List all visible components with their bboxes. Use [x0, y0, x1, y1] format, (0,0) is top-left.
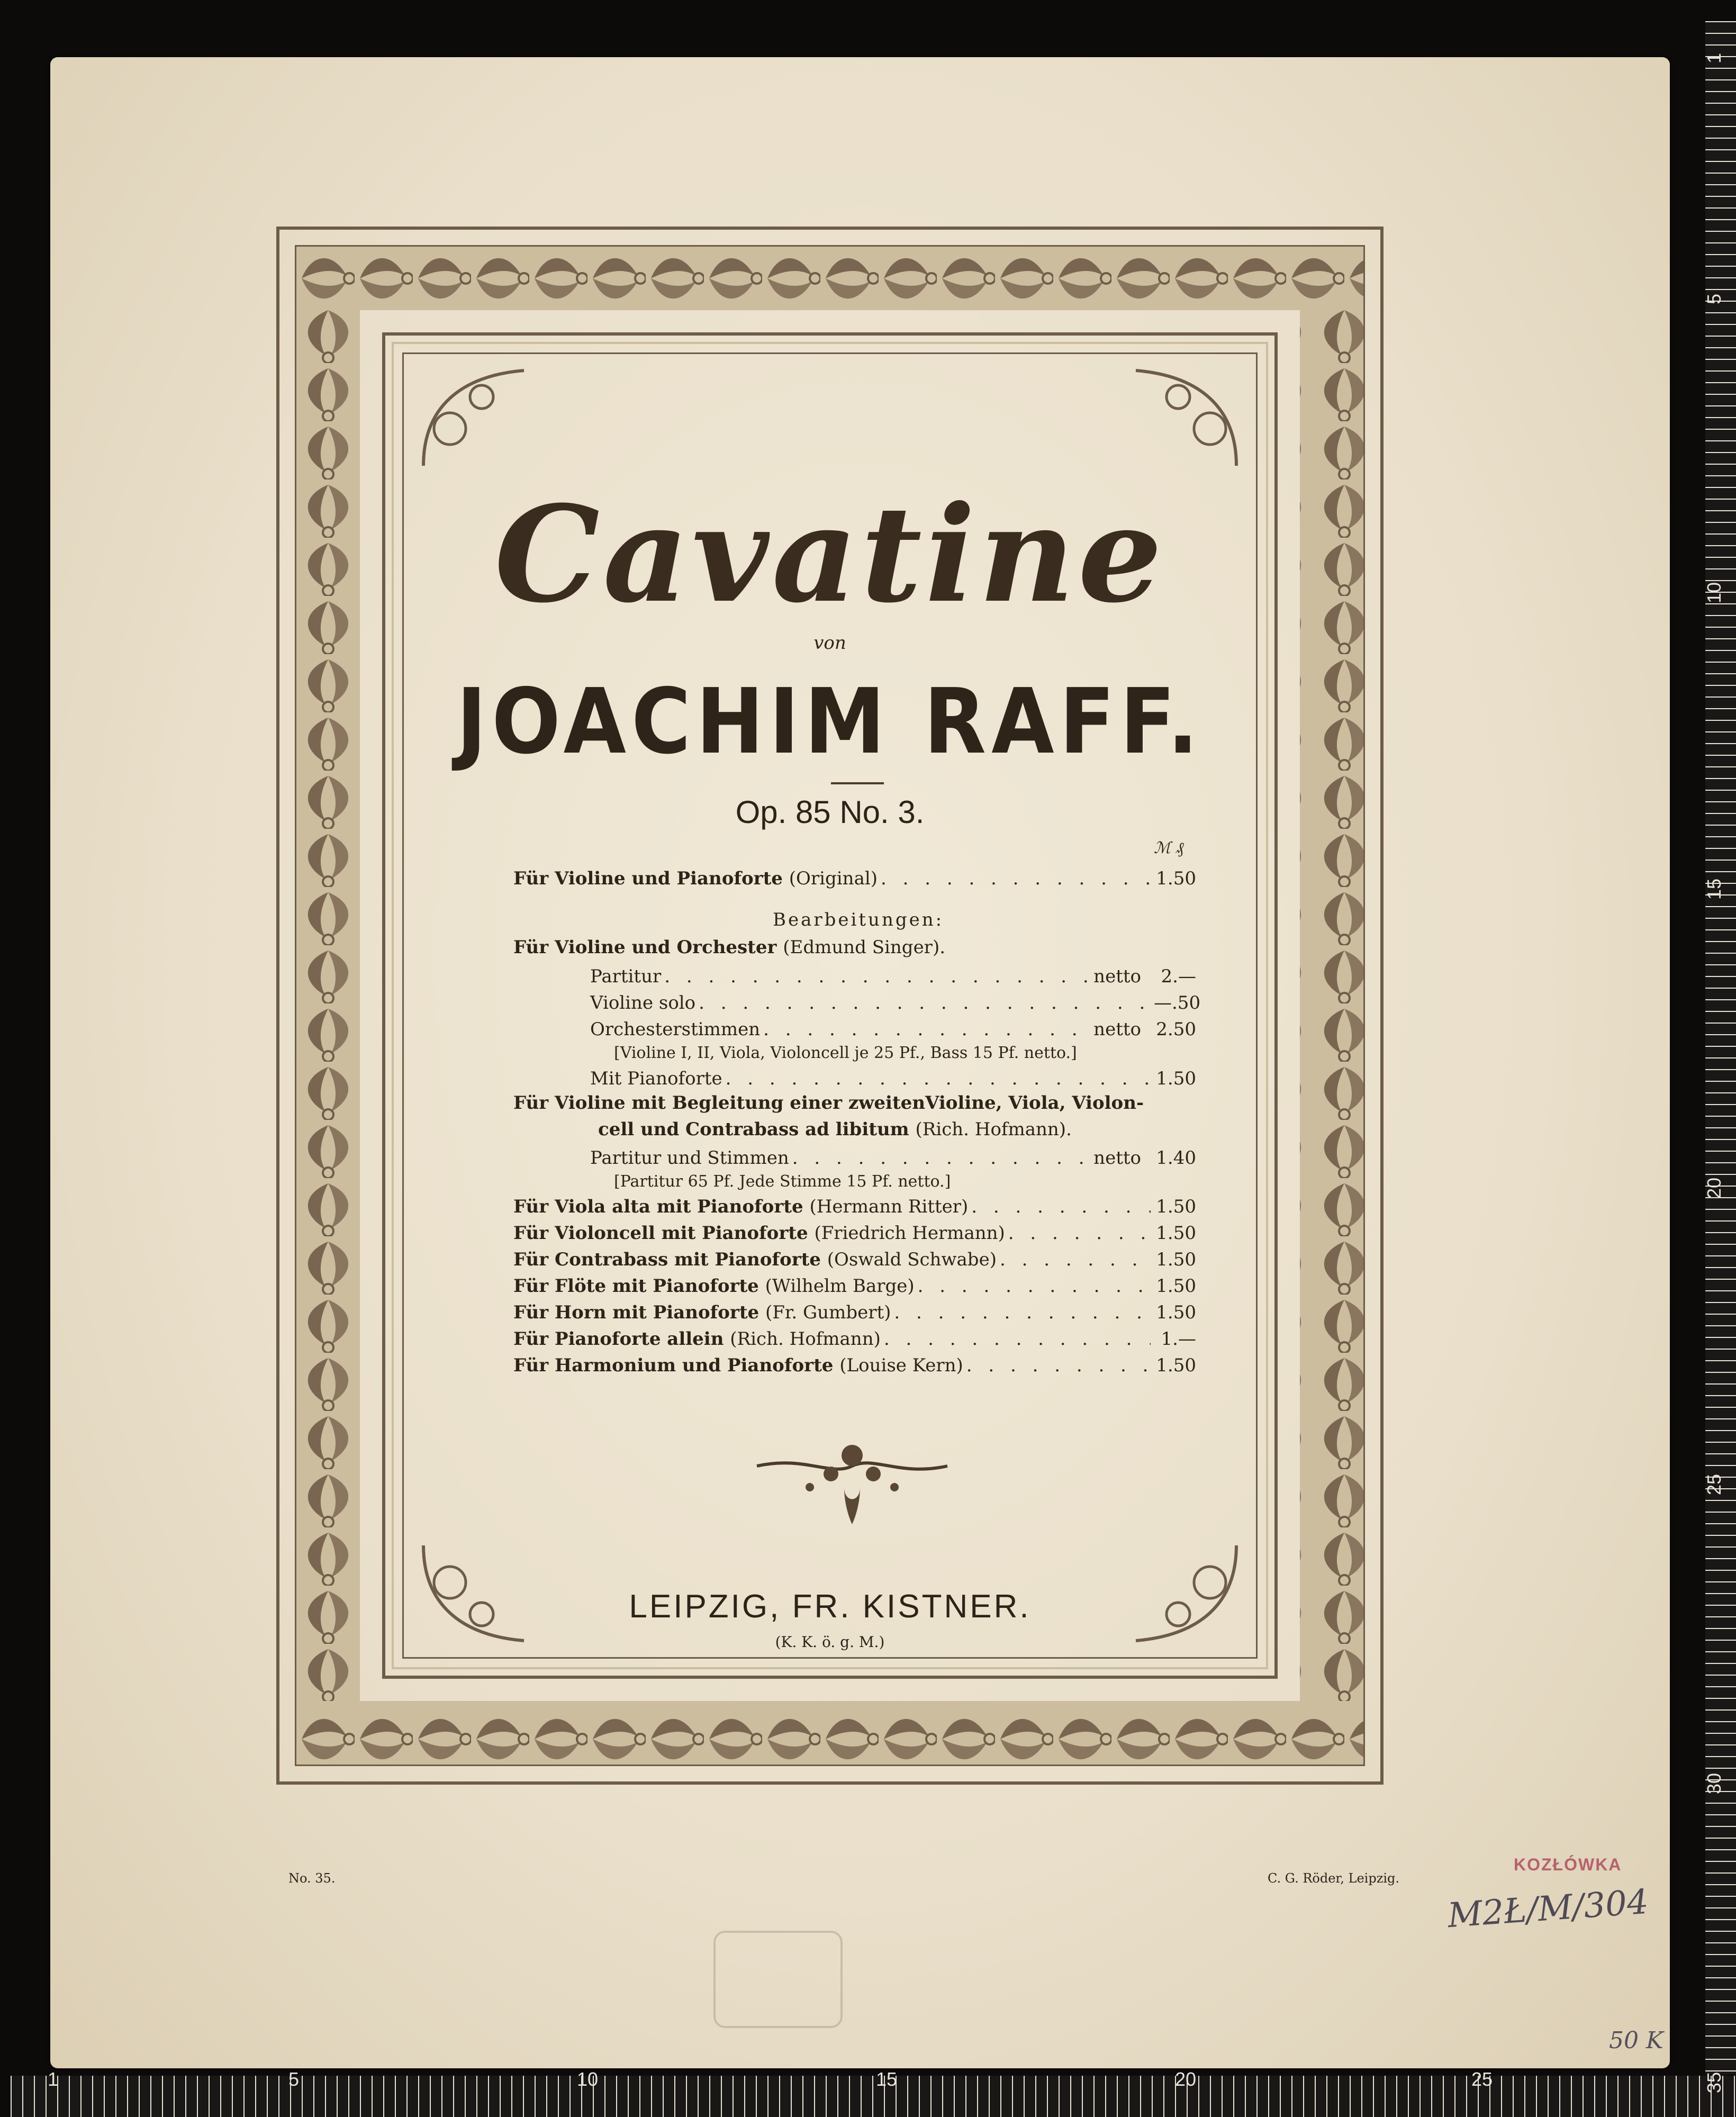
price-row — [513, 1302, 1196, 1323]
currency-header: ℳ ₰ — [1154, 839, 1184, 857]
price: 1.50 — [1156, 1223, 1196, 1244]
publisher-subtitle: (K. K. ö. g. M.) — [775, 1633, 885, 1651]
corner-flourish-top-left — [418, 365, 535, 471]
leader-dots — [726, 1068, 1151, 1089]
price-row — [590, 1147, 1196, 1169]
arrangement-note: (Rich. Hofmann) — [730, 1328, 881, 1350]
ruler-label: 35 — [1703, 2071, 1725, 2093]
arrangement-note: (Louise Kern) — [839, 1355, 963, 1376]
arrangement-note: (Rich. Hofmann). — [915, 1119, 1072, 1140]
price: 1.40 — [1156, 1147, 1196, 1169]
arrangement-label: Für Violine und Pianoforte — [513, 868, 783, 889]
leader-dots — [884, 1328, 1151, 1350]
bearbeitungen-heading: Bearbeitungen: — [773, 909, 944, 930]
price: 1.50 — [1156, 1355, 1196, 1376]
item-label: Violine solo — [590, 992, 696, 1014]
price-row — [590, 1068, 1196, 1089]
ruler-label: 1 — [48, 2068, 59, 2090]
arrangement-label: Für Harmonium und Pianoforte — [513, 1355, 834, 1376]
ruler-label: 15 — [1703, 878, 1725, 900]
leader-dots — [792, 1147, 1090, 1169]
ruler-label: 25 — [1703, 1473, 1725, 1495]
item-label: Partitur und Stimmen — [590, 1147, 789, 1169]
price: 1.— — [1161, 1328, 1196, 1350]
faded-stamp-mark — [709, 1926, 847, 2038]
price: 1.50 — [1156, 1196, 1196, 1217]
leader-dots — [966, 1355, 1151, 1376]
ruler-label: 5 — [1703, 293, 1725, 304]
price-row — [513, 1275, 1196, 1297]
price-row — [513, 1223, 1196, 1244]
price: —.50 — [1154, 992, 1201, 1014]
netto-label: netto — [1093, 966, 1141, 987]
shelfmark-handwriting: M2Ł/M/304 — [1446, 1882, 1650, 1936]
arrangement-label: Für Contrabass mit Pianoforte — [513, 1249, 821, 1270]
arrangement-label: Für Flöte mit Pianoforte — [513, 1275, 759, 1297]
title: Cavatine — [494, 476, 1165, 632]
price-row — [513, 1355, 1196, 1376]
leader-dots — [699, 992, 1151, 1014]
price: 1.50 — [1156, 1249, 1196, 1270]
price: 2.— — [1161, 966, 1196, 987]
leader-dots — [881, 868, 1151, 889]
ruler-label: 20 — [1175, 2068, 1197, 2090]
orchester-heading — [513, 937, 945, 958]
price-row — [513, 1196, 1196, 1217]
leader-dots — [763, 1019, 1090, 1040]
plate-number: No. 35. — [288, 1871, 336, 1886]
arrangement-note: (Friedrich Hermann) — [814, 1223, 1005, 1244]
price: 1.50 — [1156, 1068, 1196, 1089]
ruler-label: 10 — [1703, 582, 1725, 603]
floral-vignette-icon — [752, 1424, 953, 1530]
leader-dots — [918, 1275, 1151, 1297]
arrangement-label: Für Violoncell mit Pianoforte — [513, 1223, 808, 1244]
ruler-label: 5 — [288, 2068, 300, 2090]
arrangement-note: (Wilhelm Barge) — [765, 1275, 915, 1297]
price-row — [590, 992, 1201, 1014]
stimmen-note: [Violine I, II, Viola, Violoncell je 25 Pf., Bass 15 Pf. netto.] — [614, 1044, 1077, 1062]
item-label: Partitur — [590, 966, 662, 987]
arrangement-note: (Fr. Gumbert) — [765, 1302, 891, 1323]
price: 2.50 — [1156, 1019, 1196, 1040]
measurement-ruler-right — [1705, 21, 1736, 2075]
arrangement-label: cell und Contrabass ad libitum — [598, 1119, 909, 1140]
opus-number: Op. 85 No. 3. — [735, 794, 925, 830]
leader-dots — [971, 1196, 1151, 1217]
item-label: Orchesterstimmen — [590, 1019, 761, 1040]
ruler-label: 25 — [1471, 2068, 1493, 2090]
ruler-label: 15 — [876, 2068, 898, 2090]
partitur-note: [Partitur 65 Pf. Jede Stimme 15 Pf. netto.] — [614, 1172, 951, 1191]
publisher: LEIPZIG, FR. KISTNER. — [629, 1588, 1031, 1625]
netto-label: netto — [1093, 1147, 1141, 1169]
begleitung-line-1: Für Violine mit Begleitung einer zweitenVioline, Viola, Violon- — [513, 1092, 1144, 1114]
arrangement-label: Für Pianoforte allein — [513, 1328, 724, 1350]
handwritten-note: 50 K — [1609, 2027, 1663, 2054]
item-label: Mit Pianoforte — [590, 1068, 722, 1089]
begleitung-line-2 — [598, 1119, 1072, 1140]
netto-label: netto — [1093, 1019, 1141, 1040]
leader-dots — [1008, 1223, 1151, 1244]
price-row — [513, 1328, 1196, 1350]
library-stamp: KOZŁÓWKA — [1514, 1855, 1622, 1874]
leader-dots — [664, 966, 1090, 987]
arrangement-label: Für Horn mit Pianoforte — [513, 1302, 760, 1323]
ruler-label: 30 — [1703, 1772, 1725, 1794]
price: 1.50 — [1156, 1275, 1196, 1297]
arrangement-note: (Original) — [789, 868, 878, 889]
arrangement-note: (Edmund Singer). — [783, 937, 946, 958]
price-row — [513, 1249, 1196, 1270]
engraver-credit: C. G. Röder, Leipzig. — [1268, 1871, 1400, 1886]
arrangement-note: (Hermann Ritter) — [809, 1196, 969, 1217]
price-row — [590, 966, 1196, 987]
price: 1.50 — [1156, 868, 1196, 889]
price-row-original — [513, 868, 1196, 889]
corner-flourish-top-right — [1125, 365, 1242, 471]
ruler-label: 20 — [1703, 1177, 1725, 1199]
ruler-label: 1 — [1703, 52, 1725, 64]
leader-dots — [1000, 1249, 1151, 1270]
price-row — [590, 1019, 1196, 1040]
opus-rule-top — [831, 782, 884, 784]
von-label: von — [813, 632, 846, 654]
ruler-label: 10 — [577, 2068, 599, 2090]
price: 1.50 — [1156, 1302, 1196, 1323]
arrangement-label: Für Viola alta mit Pianoforte — [513, 1196, 803, 1217]
leader-dots — [894, 1302, 1151, 1323]
arrangement-note: (Oswald Schwabe) — [827, 1249, 997, 1270]
arrangement-label: Für Violine und Orchester — [513, 937, 777, 958]
composer-name: JOACHIM RAFF. — [456, 670, 1204, 774]
